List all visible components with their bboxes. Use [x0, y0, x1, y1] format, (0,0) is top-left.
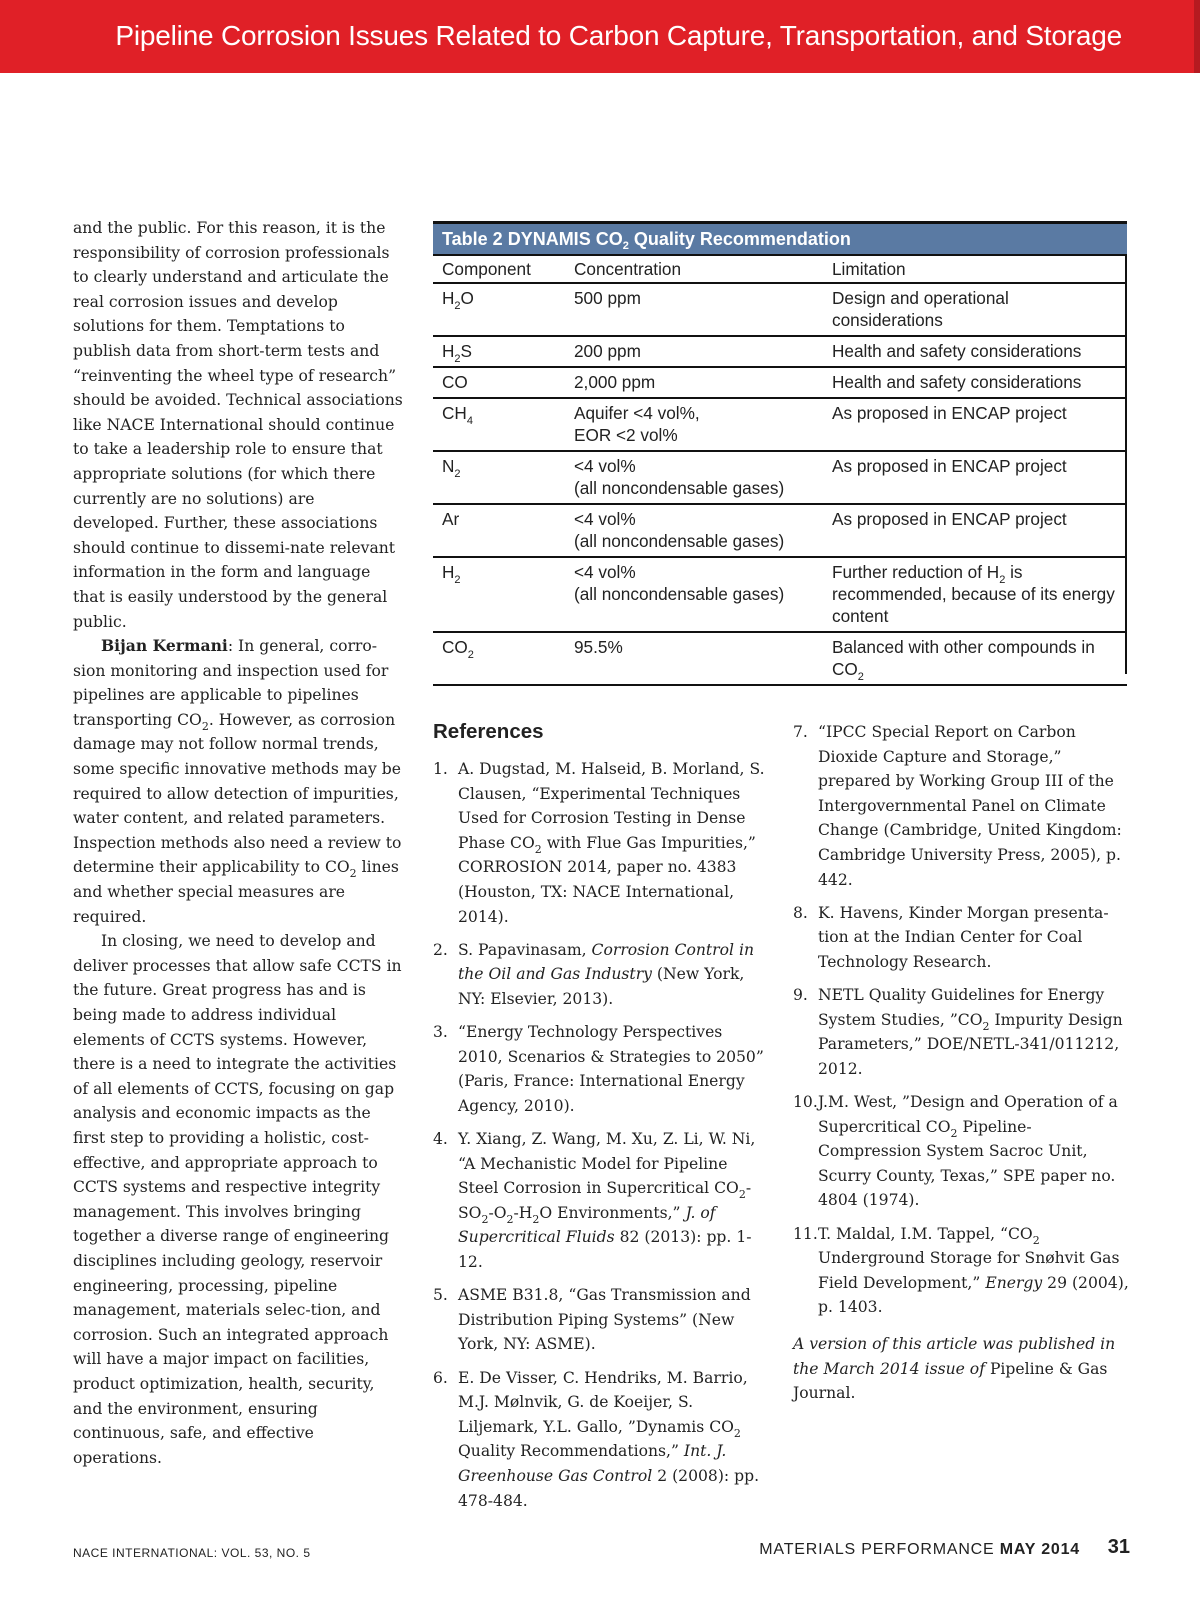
cell-concentration: 95.5%: [565, 632, 823, 685]
cell-limitation: As proposed in ENCAP project: [823, 504, 1127, 557]
reference-item: 9. NETL Quality Guidelines for Energy System Studies, $”CO_2$ Impurity Design Parameters,” DOE/NETL-341/011212, 2012.: [793, 986, 1123, 1078]
cell-limitation: Further reduction of $H_2$ is recommended, because of its energy content: [823, 557, 1127, 632]
cell-component: $H_2S$: [433, 336, 565, 367]
kermani-text-b: . However, as corrosion damage may not follow normal trends, some specific innovative methods may be required to allow detection of impurities, water content, and related parameters. Inspection methods also need a review to determine their applicability to CO: [73, 710, 402, 877]
table-right-rule: [1125, 254, 1127, 674]
subscript: 2: [201, 719, 209, 733]
cell-component: Ar: [433, 504, 565, 557]
references-list-right: [793, 720, 1133, 1406]
table-row: [433, 632, 1127, 685]
paragraph-kermani: [73, 634, 405, 929]
table-grid: [433, 254, 1127, 686]
kermani-text-a: : In general, corro-sion monitoring and inspection used for pipelines are applicable to pipelines transporting CO: [73, 637, 389, 729]
table-header-row: [433, 255, 1127, 283]
table-title: Table 2 DYNAMIS $CO_2$ Quality Recommendation: [433, 224, 1127, 254]
cell-limitation: Health and safety considerations: [823, 367, 1127, 398]
table-row: [433, 451, 1127, 504]
col-header-concentration: Concentration: [565, 255, 823, 283]
reference-item: 6. E. De Visser, C. Hendriks, M. Barrio, M.J. Mølnvik, G. de Koeijer, S. Liljemark, Y.L. Gallo, ”Dynamis $CO_2$ Quality Recommendations,” Int. J. Greenhouse Gas Control 2 (2008): pp. 478-484.: [433, 1368, 760, 1510]
kermani-text-c: lines and whether special measures are required.: [73, 858, 399, 926]
paragraph-closing: In closing, we need to develop and deliver processes that allow safe CCTS in the future. Great progress has and is being made to address individual elements of CCTS systems. However, there is a need to integrate the activities of all elements of CCTS, focusing on gap analysis and economic impacts as the first step to providing a holistic, cost-effective, and appropriate approach to CCTS systems and respective integrity management. This involves bringing together a diverse range of engineering disciplines including geology, reservoir engineering, processing, pipeline management, materials selec-tion, and corrosion. Such an integrated approach will have a major impact on facilities, product optimization, health, security, and the environment, ensuring continuous, safe, and effective operations.: [73, 932, 402, 1467]
publication-note: A version of this article was published in the March 2014 issue of Pipeline & Gas Journal.: [793, 1335, 1116, 1403]
cell-component: CO: [433, 367, 565, 398]
cell-limitation: As proposed in ENCAP project: [823, 398, 1127, 451]
cell-concentration: <4 vol% (all noncondensable gases): [565, 504, 823, 557]
table-row: [433, 398, 1127, 451]
reference-item: 2. S. Papavinasam, Corrosion Control in the Oil and Gas Industry (New York, NY: Elsevier, 2013).: [433, 940, 754, 1008]
cell-limitation: Health and safety considerations: [823, 336, 1127, 367]
reference-item: 3. “Energy Technology Perspectives 2010, Scenarios & Strategies to 2050” (Paris, France: International Energy Agency, 2010).: [433, 1023, 764, 1115]
reference-item: 8. K. Havens, Kinder Morgan presenta-tion at the Indian Center for Coal Technology Research.: [793, 903, 1109, 971]
subscript: 2: [349, 867, 357, 881]
table-row: [433, 504, 1127, 557]
cell-concentration: 200 ppm: [565, 336, 823, 367]
left-text-column: [73, 216, 405, 1470]
cell-component: $CO_2$: [433, 632, 565, 685]
cell-component: $N_2$: [433, 451, 565, 504]
cell-concentration: 500 ppm: [565, 283, 823, 336]
reference-item: 7. “IPCC Special Report on Carbon Dioxide Capture and Storage,” prepared by Working Group III of the Intergovernmental Panel on Climate Change (Cambridge, United Kingdom: Cambridge University Press, 2005), p. 442.: [793, 723, 1122, 889]
cell-concentration: 2,000 ppm: [565, 367, 823, 398]
cell-limitation: Design and operational considerations: [823, 283, 1127, 336]
cell-limitation: Balanced with other compounds in $CO_2$: [823, 632, 1127, 685]
paragraph-public: and the public. For this reason, it is the responsibility of corrosion professionals to clearly understand and articulate the real corrosion issues and develop solutions for them. Temptations to publish data from short-term tests and “reinventing the wheel type of research” should be avoided. Technical associations like NACE International should continue to take a leadership role to ensure that appropriate solutions (for which there currently are no solutions) are developed. Further, these associations should continue to dissemi-nate relevant information in the form and language that is easily understood by the general public.: [73, 219, 403, 631]
reference-item: 10. J.M. West, ”Design and Operation of a Supercritical $CO_2$ Pipeline-Compression System Sacroc Unit, Scurry County, Texas,” SPE paper no. 4804 (1974).: [793, 1093, 1118, 1210]
reference-item: 5. ASME B31.8, “Gas Transmission and Distribution Piping Systems” (New York, NY: ASME).: [433, 1286, 751, 1354]
cell-component: $H_2$: [433, 557, 565, 632]
reference-item: 1. A. Dugstad, M. Halseid, B. Morland, S. Clausen, “Experimental Techniques Used for Corrosion Testing in Dense Phase $CO_2$ with Flue Gas Impurities,” CORROSION 2014, paper no. 4383 (Houston, TX: NACE International, 2014).: [433, 760, 765, 926]
footer-journal-volume: NACE INTERNATIONAL: VOL. 53, NO. 5: [73, 1546, 311, 1560]
cell-component: $CH_4$: [433, 398, 565, 451]
header-edge: [1194, 0, 1200, 73]
page-number: 31: [1107, 1536, 1130, 1558]
cell-concentration: <4 vol% (all noncondensable gases): [565, 557, 823, 632]
table-row: [433, 283, 1127, 336]
speaker-name: Bijan Kermani: [101, 636, 228, 656]
footer-magazine-date: MATERIALS PERFORMANCE MAY 2014: [759, 1541, 1080, 1558]
running-title: Pipeline Corrosion Issues Related to Carbon Capture, Transportation, and Storage: [115, 20, 1122, 51]
col-header-limitation: Limitation: [823, 255, 1127, 283]
cell-limitation: As proposed in ENCAP project: [823, 451, 1127, 504]
references-heading: References: [433, 720, 544, 743]
reference-item: 11. T. Maldal, I.M. Tappel, “$CO_2$ Underground Storage for Snøhvit Gas Field Development,” Energy 29 (2004), p. 1403.: [793, 1224, 1129, 1317]
cell-concentration: <4 vol% (all noncondensable gases): [565, 451, 823, 504]
col-header-component: Component: [433, 255, 565, 283]
reference-item: 4. Y. Xiang, Z. Wang, M. Xu, Z. Li, W. Ni, “A Mechanistic Model for Pipeline Steel Corrosion in Supercritical $CO_2-SO_2-O_2-H_2O$ Environments,” J. of Supercritical Fluids 82 (2013): pp. 1-12.: [433, 1130, 756, 1272]
cell-component: $H_2O$: [433, 283, 565, 336]
dynamis-table: [433, 221, 1127, 686]
cell-concentration: Aquifer <4 vol%, EOR <2 vol%: [565, 398, 823, 451]
table-row: [433, 336, 1127, 367]
table-row: [433, 557, 1127, 632]
table-row: [433, 367, 1127, 398]
references-list-middle: [433, 757, 768, 1522]
